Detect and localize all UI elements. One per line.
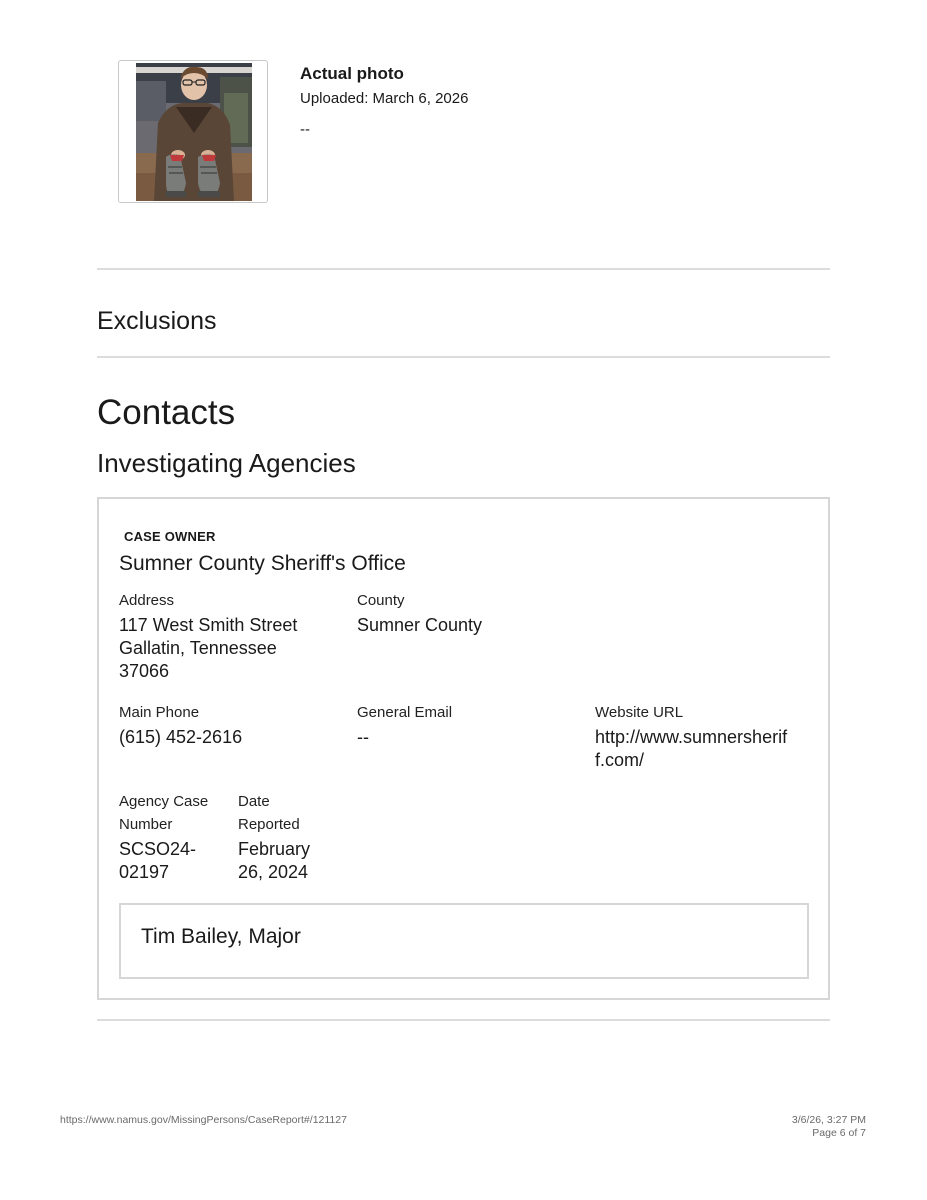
photo-block (118, 60, 918, 210)
footer-page-number: Page 6 of 7 (812, 1127, 866, 1139)
person-photo (136, 63, 252, 201)
address-line-2: Gallatin, Tennessee (119, 638, 277, 658)
case-number-field (119, 790, 229, 884)
address-field (119, 589, 339, 683)
address-line-1: 117 West Smith Street (119, 615, 298, 635)
date-reported-line-1: February (238, 839, 311, 859)
date-reported-field (238, 790, 348, 884)
footer-datetime: 3/6/26, 3:27 PM (791, 1114, 866, 1126)
agency-name: Sumner County Sheriff's Office (119, 552, 406, 575)
case-number-line-1: SCSO24- (119, 839, 197, 859)
contact-person-card[interactable] (119, 903, 809, 979)
email-value: -- (357, 727, 369, 747)
date-reported-label-line-2: Reported (238, 816, 300, 833)
county-label: County (357, 592, 405, 609)
investigating-agencies-heading: Investigating Agencies (97, 448, 356, 478)
agency-card (97, 497, 830, 1000)
exclusions-heading: Exclusions (97, 307, 217, 335)
website-line-1[interactable]: http://www.sumnersherif (595, 727, 788, 747)
county-value: Sumner County (357, 615, 483, 635)
case-number-label (119, 790, 229, 836)
case-owner-label: CASE OWNER (124, 529, 216, 544)
date-reported-label (238, 790, 348, 836)
photo-meta (300, 64, 468, 138)
phone-field (119, 701, 339, 749)
phone-value[interactable]: (615) 452-2616 (119, 727, 243, 747)
footer-meta (792, 1114, 866, 1140)
date-reported-label-line-1: Date (238, 793, 270, 810)
contacts-heading: Contacts (97, 393, 236, 432)
date-reported-line-2: 26, 2024 (238, 862, 309, 882)
website-label: Website URL (595, 704, 684, 721)
email-label: General Email (357, 704, 453, 721)
photo-thumbnail[interactable] (118, 60, 268, 203)
phone-label: Main Phone (119, 704, 200, 721)
divider (97, 356, 830, 358)
website-line-2[interactable]: f.com/ (595, 750, 645, 770)
date-reported-value (238, 838, 348, 884)
address-label: Address (119, 592, 175, 609)
case-number-label-line-2: Number (119, 816, 173, 833)
address-value (119, 614, 339, 683)
contact-person-name: Tim Bailey, Major (141, 925, 301, 948)
photo-uploaded-date: Uploaded: March 6, 2026 (300, 90, 469, 107)
case-number-label-line-1: Agency Case (119, 793, 209, 810)
email-field (357, 701, 577, 749)
website-field (595, 701, 815, 772)
footer-url: https://www.namus.gov/MissingPersons/CaseReport#/121127 (60, 1114, 347, 1126)
divider (97, 268, 830, 270)
divider (97, 1019, 830, 1021)
case-number-value (119, 838, 229, 884)
photo-title: Actual photo (300, 64, 404, 83)
photo-caption: -- (300, 121, 310, 138)
address-line-3: 37066 (119, 661, 170, 681)
county-field (357, 589, 577, 637)
website-link[interactable] (595, 726, 815, 772)
case-number-line-2: 02197 (119, 862, 170, 882)
